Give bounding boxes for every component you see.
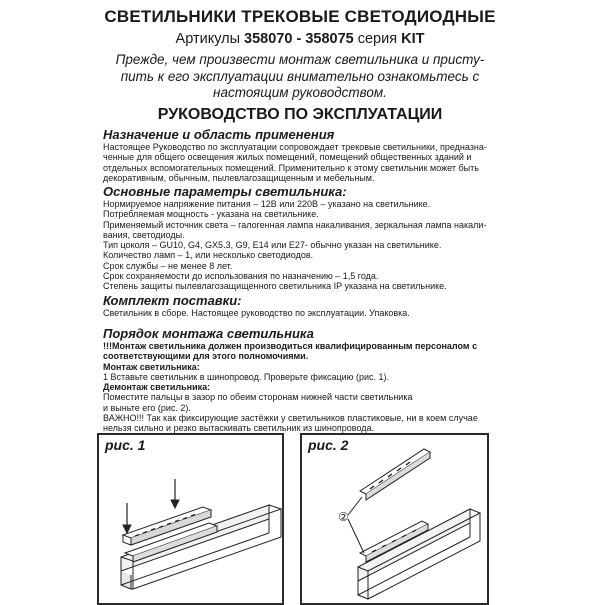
figure-1-drawing (99, 435, 282, 603)
series-prefix: серия (353, 31, 402, 47)
figure-2-drawing (302, 435, 487, 603)
important-line: ВАЖНО!!! Так как фиксирующие застёжки у светильников пластиковые, ни в коем случае (103, 413, 478, 424)
mount-title: Монтаж светильника: (103, 361, 200, 372)
intro-line: настоящим руководством. (213, 85, 387, 100)
mount-line: 1 Вставьте светильник в шинопровод. Проверьте фиксацию (рис. 1). (103, 371, 389, 382)
text-line: Потребляемая мощность - указана на светильнике. (103, 209, 319, 220)
text-line: Срок сохраняемости до использования по назначению – 1,5 года. (103, 271, 379, 282)
figure-2-caption: рис. 2 (308, 437, 349, 453)
text-line: Применяемый источник света – галогенная лампа накаливания, зеркальная лампа накали- (103, 219, 487, 230)
mounting-heading: Порядок монтажа светильника (103, 326, 314, 341)
text-line: Настоящее Руководство по эксплуатации сопровождает трековые светильники, предназна- (103, 142, 487, 152)
dismount-line: Поместите пальцы в зазор по обеим сторонам нижней части светильника (103, 392, 413, 403)
intro-note (75, 52, 525, 102)
document-title: СВЕТИЛЬНИКИ ТРЕКОВЫЕ СВЕТОДИОДНЫЕ (104, 7, 496, 26)
intro-line: пить к его эксплуатации внимательно ознакомьтесь с (120, 68, 480, 84)
mounting-text (103, 341, 503, 434)
figure-2 (300, 433, 489, 605)
text-line: декоративным, обычным, пылевлагозащищенным и мебельным. (103, 172, 375, 183)
purpose-text (103, 142, 503, 183)
dismount-title: Демонтаж светильника: (103, 382, 211, 393)
text-line: Тип цоколя – GU10, G4, GX5.3, G9, E14 или E27- обычно указан на светильнике. (103, 240, 442, 251)
text-line: Количество ламп – 1, или несколько светодиодов. (103, 250, 314, 261)
text-line: вания, светодиоды. (103, 229, 185, 240)
text-line: отдельных вспомогательных помещений. Применительно к этому светильник может быть (103, 162, 479, 173)
params-text (103, 199, 503, 292)
intro-line: Прежде, чем произвести монтаж светильника и присту- (115, 52, 485, 67)
dismount-line: и выньте его (рис. 2). (103, 402, 191, 413)
articles-range: 358070 - 358075 (244, 31, 354, 47)
figure-1-caption: рис. 1 (105, 437, 146, 453)
important-line: нельзя сильно и резко вытаскивать светильник из шинопровода. (103, 423, 375, 434)
figure-1 (97, 433, 284, 605)
articles-line (0, 31, 600, 47)
figure-2-marker: ② (338, 510, 349, 524)
kit-heading: Комплект поставки: (103, 293, 242, 308)
manual-title: РУКОВОДСТВО ПО ЭКСПЛУАТАЦИИ (157, 106, 443, 123)
purpose-heading: Назначение и область применения (103, 127, 335, 142)
text-line: Светильник в сборе. Настоящее руководство по эксплуатации. Упаковка. (103, 308, 410, 318)
text-line: ченные для общего освещения жилых помещений, помещений общественных зданий и (103, 152, 472, 163)
text-line: Срок службы – не менее 8 лет. (103, 260, 233, 271)
text-line: Степень защиты пылевлагозащищенного светильника IP указана на светильнике. (103, 281, 447, 292)
text-line: Нормируемое напряжение питания – 12В или 220В – указано на светильнике. (103, 199, 431, 209)
series-name: KIT (401, 31, 425, 47)
warning-line: !!!Монтаж светильника должен производиться квалифицированным персоналом с (103, 341, 478, 351)
articles-prefix: Артикулы (175, 31, 245, 47)
kit-text (103, 308, 503, 318)
warning-line: соответствующими для этого полномочиями. (103, 351, 309, 362)
params-heading: Основные параметры светильника: (103, 184, 347, 199)
